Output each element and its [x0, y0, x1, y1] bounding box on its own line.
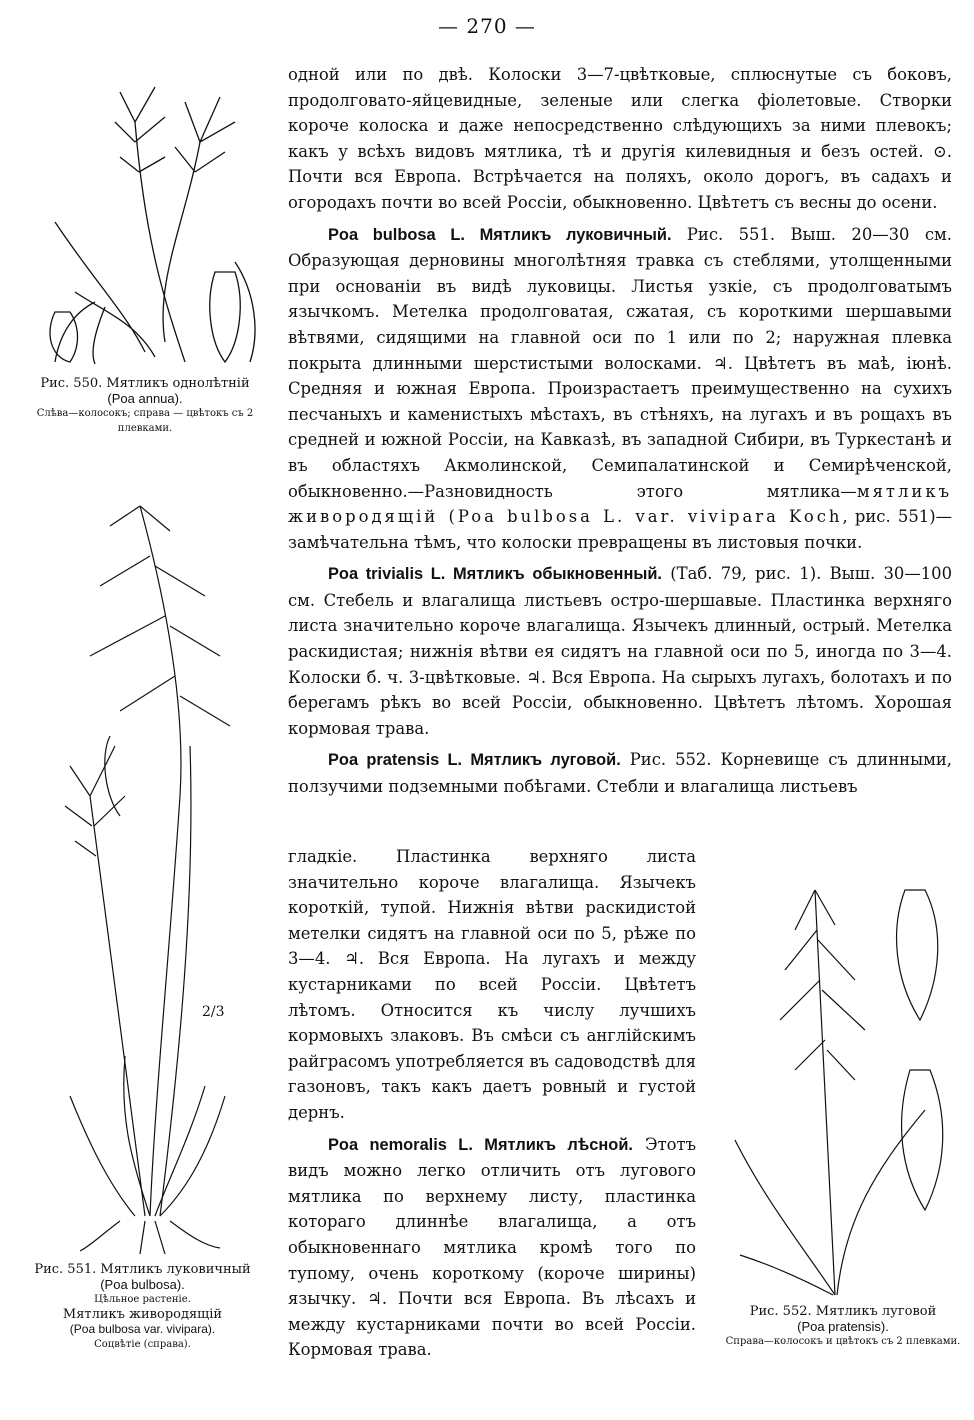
fig551-note: Цѣльное растеніе.	[94, 1294, 191, 1305]
paragraph-poa-nemoralis	[288, 1132, 696, 1363]
fig551-variety-title: Мятликъ живородящій	[62, 1307, 223, 1322]
fig552-latin: (Poa pratensis).	[797, 1319, 889, 1334]
fig551-variety-latin: (Poa bulbosa var. vivipara).	[69, 1322, 216, 1336]
poa-bulbosa-vivipara-spaced: мятликъ живородящій (Poa bulbosa L. var. vivipara Koch	[288, 481, 952, 527]
figure-550-caption	[20, 376, 270, 434]
fig552-note: Справа—колосокъ и цвѣтокъ съ 2 плевками.	[725, 1336, 961, 1347]
text-column	[288, 62, 952, 800]
fig550-latin: (Poa annua).	[107, 391, 183, 406]
fig551-variety-note: Соцвѣтіе (справа).	[94, 1339, 191, 1350]
figure-552-illustration	[725, 870, 960, 1300]
fig550-note: Слѣва—колосокъ; справа — цвѣтокъ съ 2 плевками.	[36, 408, 254, 434]
heading-poa-pratensis: Poa pratensis L. Мятликъ луговой.	[328, 751, 621, 770]
heading-poa-nemoralis: Poa nemoralis L. Мятликъ лѣсной.	[328, 1135, 633, 1154]
poa-pratensis-text-continued: гладкіе. Пластинка верхняго листа значительно короче влагалища. Язычекъ короткій, тупой. Нижнія вѣтви раскидистой метелки сидятъ на главной оси по 5, рѣже по 3—4. ♃. Вся Европа. На лугахъ и между кустарниками по всей Россіи. Цвѣтетъ лѣтомъ. Относится къ числу лучшихъ кормовыхъ злаковъ. Въ смѣси съ англійскимъ райграсомъ употребляется въ садоводствѣ для газоновъ, такъ какъ даетъ ровный и густой дернъ.	[288, 847, 696, 1122]
paragraph-poa-trivialis	[288, 561, 952, 741]
heading-poa-bulbosa: Poa bulbosa L. Мятликъ луковичный.	[328, 225, 672, 244]
fig551-title: Рис. 551. Мятликъ луковичный	[34, 1262, 251, 1277]
poa-nemoralis-text: Этотъ видъ можно легко отличить отъ лугового мятлика по верхнему листу, пластинка котораго длиннѣе влагалища, а отъ обыкновеннаго мятлика кромѣ того по тупому, очень короткому (короче ширины) язычку. ♃. Почти вся Европа. Въ лѣсахъ и между кустарниками почти во всей Россіи. Кормовая трава.	[288, 1134, 697, 1360]
poa-bulbosa-text-end: , рис. 551)—замѣчательна тѣмъ, что колоски превращены въ листовыя почки.	[288, 507, 952, 552]
paragraph-poa-annua-continued: одной или по двѣ. Колоски 3—7-цвѣтковые, сплюснутые съ боковъ, продолговато-яйцевидные, зеленые или слегка фіолетовые. Створки короче колоска и даже непосредственно слѣдующихъ за ними плевокъ; какъ у всѣхъ видовъ мятлика, тѣ и другія килевидныя и безъ остей. ⊙. Почти вся Европа. Встрѣчается на поляхъ, около дорогъ, въ садахъ и огородахъ почти во всей Россіи, обыкновенно. Цвѣтетъ съ весны до осени.	[288, 65, 952, 212]
heading-poa-trivialis: Poa trivialis L. Мятликъ обыкновенный.	[328, 565, 662, 584]
svg-text:2/3: 2/3	[202, 1004, 225, 1020]
paragraph-poa-pratensis	[288, 747, 952, 799]
paragraph-poa-bulbosa	[288, 222, 952, 556]
poa-bulbosa-text: Рис. 551. Выш. 20—30 см. Образующая дерновины многолѣтняя травка съ стеблями, утолщенными при основаніи въ видѣ луковицы. Листья узкіе, съ продолговатымъ язычкомъ. Метелка продолговатая, сжатая, съ короткими шершавыми вѣтвями, сидящими на главной оси по 1 или по 2; наружная плевка покрыта длинными шерстистыми волосками. ♃. Цвѣтетъ въ маѣ, іюнѣ. Средняя и южная Европа. Произрастаетъ преимущественно на сухихъ песчаныхъ и каменистыхъ мѣстахъ, въ стѣняхъ, на лугахъ и въ рощахъ въ средней и южной Россіи, на Кавказѣ, въ западной Сибири, въ Туркестанѣ и въ областяхъ Акмолинской, Семипалатинской и Семирѣченской, обыкновенно.—Разновидность этого мятлика—	[288, 224, 953, 501]
fig551-latin: (Poa bulbosa).	[100, 1277, 185, 1292]
figure-551-caption	[15, 1262, 270, 1352]
poa-trivialis-text: (Таб. 79, рис. 1). Выш. 30—100 см. Стебель и влагалища листьевъ остро-шершавые. Пластинка верхняго листа значительно короче влагалища. Язычекъ длинный, острый. Метелка раскидистая; нижнія вѣтви ея сидятъ на главной оси по 5, иногда по 3—4. Колоски б. ч. 3-цвѣтковые. ♃. Вся Европа. На сырыхъ лугахъ, болотахъ и по берегамъ рѣкъ во всей Россіи, обыкновенно. Цвѣтетъ лѣтомъ. Хорошая кормовая трава.	[288, 564, 952, 738]
text-column-narrow	[288, 844, 696, 1363]
page-number: — 270 —	[438, 14, 536, 38]
poa-pratensis-text: Рис. 552. Корневище съ длинными, ползучими подземными побѣгами. Стебли и влагалища листьевъ	[288, 750, 952, 797]
figure-552-caption	[718, 1304, 968, 1349]
figure-550-illustration	[35, 62, 265, 367]
fig552-title: Рис. 552. Мятликъ луговой	[749, 1304, 937, 1319]
figure-551-illustration	[30, 496, 275, 1256]
fig550-title: Рис. 550. Мятликъ однолѣтній	[40, 376, 250, 391]
